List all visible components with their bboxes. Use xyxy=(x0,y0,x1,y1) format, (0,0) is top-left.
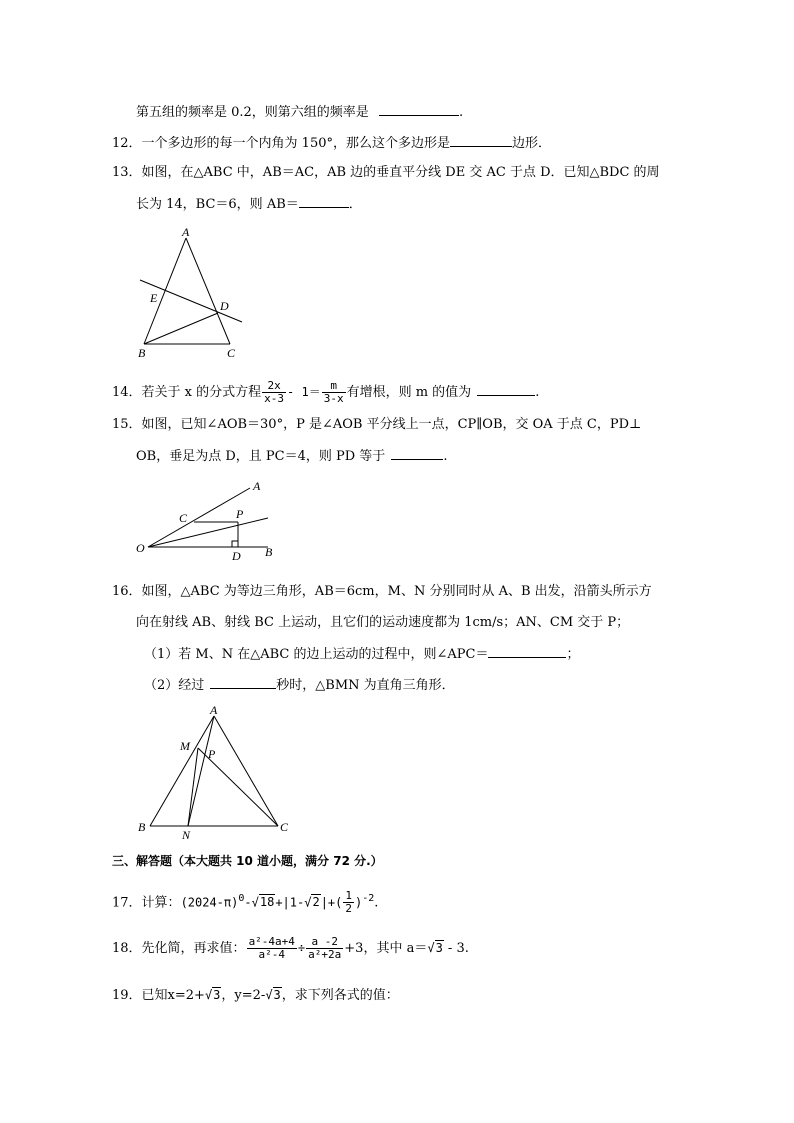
label-p: P xyxy=(208,747,216,761)
q14-answer-blank[interactable] xyxy=(477,383,535,396)
edge-ab xyxy=(150,716,214,826)
q11-continuation: 第五组的频率是 0.2，则第六组的频率是 . xyxy=(136,105,464,120)
segment-an xyxy=(188,716,214,826)
equilateral-triangle-figure-q16 xyxy=(132,700,302,840)
question-13: 13．如图，在△ABC 中，AB＝AC，AB 边的垂直平分线 DE 交 AC 于点 D．已知△BDC 的周 xyxy=(112,165,660,180)
label-o: O xyxy=(136,541,145,555)
label-a: A xyxy=(182,225,190,239)
fraction-a2-4a-4-over-a2-4: $\frac{\text{a²-4a+4}}{\text{a²-4}}$ xyxy=(248,935,295,961)
q12-answer-blank[interactable] xyxy=(450,134,512,147)
segment-mn xyxy=(188,748,198,826)
question-19: 19．已知x=2+√3，y=2-√3，求下列各式的值： xyxy=(112,988,399,1003)
fraction-one-half: $\frac{1}{2}$ xyxy=(345,889,352,916)
angle-aob-figure-q15 xyxy=(132,476,282,566)
q11-answer-blank[interactable] xyxy=(379,103,459,116)
section-3-title: 三、解答题（本大题共 10 道小题，满分 72 分.） xyxy=(112,854,383,868)
edge-ac xyxy=(214,716,278,826)
label-d: D xyxy=(232,549,241,563)
q16-part1-answer-blank[interactable] xyxy=(488,645,566,658)
question-12: 12．一个多边形的每一个内角为 150°，那么这个多边形是 边形． xyxy=(112,136,552,151)
edge-ac xyxy=(186,238,230,344)
label-a: A xyxy=(253,479,261,493)
question-14: 14．若关于 x 的分式方程 $\frac{2x}{x-3}$ - 1＝ $\frac{m}{3-x}$ 有增根，则 m 的值为 . xyxy=(112,379,540,405)
right-angle-mark xyxy=(232,541,238,547)
triangle-abc-figure-q13 xyxy=(130,224,260,364)
question-13-line2: 长为 14，BC＝6，则 AB＝ ． xyxy=(136,197,362,212)
fraction-m-over-3-x: $\frac{m}{3-x}$ xyxy=(323,379,344,405)
question-16-line2: 向在射线 AB、射线 BC 上运动，且它们的运动速度都为 1cm/s；AN、CM 交于 P； xyxy=(136,615,630,630)
label-c: C xyxy=(280,820,289,834)
question-15-line2: OB，垂足为点 D，且 PC＝4，则 PD 等于 . xyxy=(136,449,448,464)
label-b: B xyxy=(138,820,146,834)
segment-bd xyxy=(144,313,218,344)
label-b: B xyxy=(265,545,273,559)
label-n: N xyxy=(182,828,191,840)
question-15: 15．如图，已知∠AOB＝30°，P 是∠AOB 平分线上一点，CP∥OB，交 OA 于点 C，PD⊥ xyxy=(112,417,642,432)
question-16: 16．如图，△ABC 为等边三角形，AB＝6cm，M、N 分别同时从 A、B 出发，沿箭头所示方 xyxy=(112,584,652,599)
question-18: 18．先化简，再求值： $\frac{\text{a²-4a+4}}{\text{a²-4}}$ ÷ $\frac{a -2}{\text{a²+2a}}$ +3，其中 a＝√3 - 3. xyxy=(112,935,469,961)
question-17: 17．计算：$(2024-\pi)^0-√18+|1-√2|+$( $\frac{1}{2}$ )$^{-2}$. xyxy=(112,889,379,916)
fraction-2x-over-x-3: $\frac{2x}{x-3}$ xyxy=(264,379,285,405)
question-16-part2: （2）经过 秒时，△BMN 为直角三角形． xyxy=(144,678,455,693)
ray-oa xyxy=(148,488,250,547)
question-16-part1: （1）若 M、N 在△ABC 的边上运动的过程中，则∠APC＝ ； xyxy=(144,647,580,662)
label-d: D xyxy=(220,299,229,313)
q13-answer-blank[interactable] xyxy=(299,195,349,208)
q15-answer-blank[interactable] xyxy=(391,447,443,460)
q16-part2-answer-blank[interactable] xyxy=(210,676,276,689)
label-e: E xyxy=(150,291,158,305)
label-m: M xyxy=(180,739,190,753)
label-p: P xyxy=(236,507,244,521)
label-c: C xyxy=(179,511,188,525)
label-c: C xyxy=(227,346,236,360)
label-a: A xyxy=(210,703,218,717)
fraction-a-2-over-a2-2a: $\frac{a -2}{\text{a²+2a}}$ xyxy=(308,935,342,961)
label-b: B xyxy=(138,346,146,360)
